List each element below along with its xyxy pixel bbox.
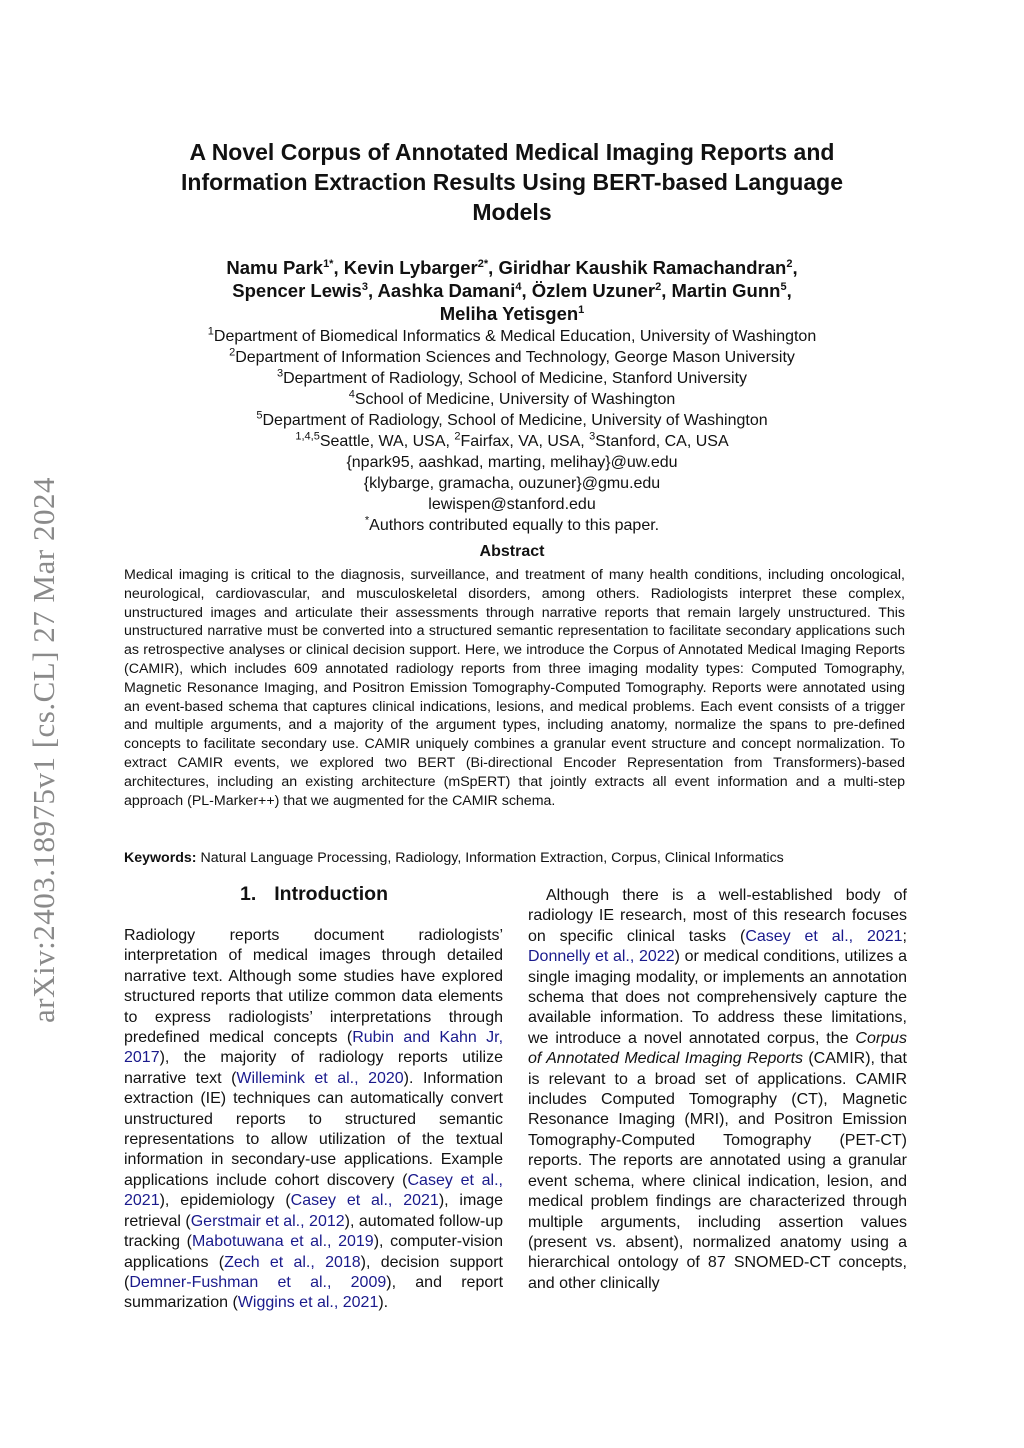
affiliation: $^5$Department of Radiology, School of Medicine, University of Washington	[256, 409, 768, 429]
affiliation: $^3$Department of Radiology, School of Medicine, Stanford University	[276, 367, 748, 387]
citation-link[interactable]: Casey et al., 2021	[745, 927, 903, 945]
author-name: Namu Park	[226, 257, 324, 278]
author-name: Giridhar Kaushik Ramachandran	[498, 257, 787, 278]
author-name: Aashka Damani	[377, 280, 516, 301]
title-line: Information Extraction Results Using BERT-based Language	[181, 169, 843, 195]
author-name: Martin Gunn	[671, 280, 781, 301]
keywords-label: Keywords:	[124, 850, 197, 866]
email-line: {klybarge, gramacha, ouzuner}@gmu.edu	[363, 475, 661, 492]
abstract-heading: Abstract	[479, 543, 545, 560]
citation-link[interactable]: Mabotuwana et al., 2019	[191, 1233, 374, 1251]
author-name: Meliha Yetisgen	[439, 303, 579, 324]
section-title: Introduction	[274, 883, 388, 905]
title-line: Models	[472, 199, 552, 225]
intro-paragraph-right: Although there is a well-established body of radiology IE research, most of this research focuses on specific clinical tasks (Casey et al., 2021; Donnelly et al., 2022) or medical conditions, utilizes a single imaging modality, or implements an annotation schema that does not comprehensively capture the available information. To address these limitations, we introduce a novel annotated corpus, the Corpus of Annotated Medical Imaging Reports (CAMIR), that is relevant to a broad set of applications. CAMIR includes Computed Tomography (CT), Magnetic Resonance Imaging (MRI), and Positron Emission Tomography-Computed Tomography (PET-CT) reports. The reports are annotated using a granular event schema, where clinical indication, lesion, and medical problem findings are characterized through multiple arguments, including assertion values (present vs. absent), normalized anatomy using a hierarchical ontology of 87 SNOMED-CT concepts, and other clinically	[528, 887, 907, 1292]
section-heading-introduction	[124, 883, 504, 906]
title-line: A Novel Corpus of Annotated Medical Imaging Reports and	[189, 139, 835, 165]
affiliation: $^1$Department of Biomedical Informatics & Medical Education, University of Washington	[207, 325, 817, 345]
email-line: {npark95, aashkad, marting, melihay}@uw.edu	[346, 454, 678, 471]
intro-paragraph-left: Radiology reports document radiologists’ interpretation of medical images through detailed narrative text. Although some studies have explored structured reports that utilize common data elements to express radiologists’ interpretations through predefined medical concepts (Rubin and Kahn Jr, 2017), the majority of radiology reports utilize narrative text (Willemink et al., 2020). Information extraction (IE) techniques can automatically convert unstructured reports to structured semantic representations to allow utilization of the textual information in secondary-use applications. Example applications include cohort discovery (Casey et al., 2021), epidemiology (Casey et al., 2021), image retrieval (Gerstmair et al., 2012), automated follow-up tracking (Mabotuwana et al., 2019), computer-vision applications (Zech et al., 2018), decision support (Demner-Fushman et al., 2009), and report summarization (Wiggins et al., 2021).	[124, 927, 504, 1312]
citation-link[interactable]: Zech et al., 2018	[224, 1253, 361, 1271]
locations-line: $^{1,4,5}$Seattle, WA, USA, $^2$Fairfax, VA, USA, $^3$Stanford, CA, USA	[295, 430, 729, 450]
affiliation: $^2$Department of Information Sciences and Technology, George Mason University	[229, 346, 795, 366]
citation-link[interactable]: Demner-Fushman et al., 2009	[129, 1273, 387, 1291]
arxiv-identifier-stamp: arXiv:2403.18975v1 [cs.CL] 27 Mar 2024	[26, 477, 61, 1023]
author-name: Kevin Lybarger	[343, 257, 478, 278]
citation-link[interactable]: Casey et al., 2021	[124, 1171, 503, 1210]
section-number: 1.	[240, 883, 257, 905]
corpus-name-italic: Corpus of Annotated Medical Imaging Reports	[528, 1029, 907, 1068]
citation-link[interactable]: Donnelly et al., 2022	[528, 948, 675, 966]
keywords-line	[124, 849, 905, 868]
paper-title	[140, 137, 884, 227]
affiliation: $^4$School of Medicine, University of Washington	[348, 388, 676, 408]
email-line: lewispen@stanford.edu	[428, 496, 596, 513]
keywords-text: Natural Language Processing, Radiology, Information Extraction, Corpus, Clinical Informatics	[200, 850, 784, 866]
author-name: Spencer Lewis	[232, 280, 362, 301]
affiliations-block	[140, 326, 884, 536]
author-name: Özlem Uzuner	[531, 280, 656, 301]
citation-link[interactable]: Casey et al., 2021	[290, 1192, 439, 1210]
citation-link[interactable]: Gerstmair et al., 2012	[190, 1212, 345, 1230]
citation-link[interactable]: Willemink et al., 2020	[236, 1069, 404, 1087]
abstract-body: Medical imaging is critical to the diagnosis, surveillance, and treatment of many health conditions, including oncological, neurological, cardiovascular, and musculoskeletal disorders, among others. Radiologists interpret these complex, unstructured images and articulate their assessments through narrative reports that remain largely unstructured. This unstructured narrative must be converted into a structured semantic representation to facilitate secondary applications such as retrospective analyses or clinical decision support. Here, we introduce the Corpus of Annotated Medical Imaging Reports (CAMIR), which includes 609 annotated radiology reports from three imaging modality types: Computed Tomography, Magnetic Resonance Imaging, and Positron Emission Tomography-Computed Tomography. Reports were annotated using an event-based schema that captures clinical indications, lesions, and medical problems. Each event consists of a trigger and multiple arguments, and a majority of the argument types, including anatomy, normalize the spans to pre-defined concepts to facilitate secondary use. CAMIR uniquely combines a granular event structure and concept normalization. To extract CAMIR events, we explored two BERT (Bi-directional Encoder Representation from Transformers)-based architectures, including an existing architecture (mSpERT) that jointly extracts all event information and a multi-step approach (PL-Marker++) that we augmented for the CAMIR schema.	[124, 567, 905, 809]
citation-link[interactable]: Rubin and Kahn Jr, 2017	[124, 1029, 504, 1067]
citation-link[interactable]: Wiggins et al., 2021	[237, 1294, 379, 1312]
equal-contribution-note: *Authors contributed equally to this paper.	[364, 514, 660, 534]
author-list: Namu Park$^{1*}$, Kevin Lybarger$^{2*}$, Giridhar Kaushik Ramachandran$^2$, Spencer Lewis$^3$, Aashka Damani$^4$, Özlem Uzuner$^2$, Martin Gunn$^5$, Meliha Yetisgen$^1$	[226, 257, 798, 324]
